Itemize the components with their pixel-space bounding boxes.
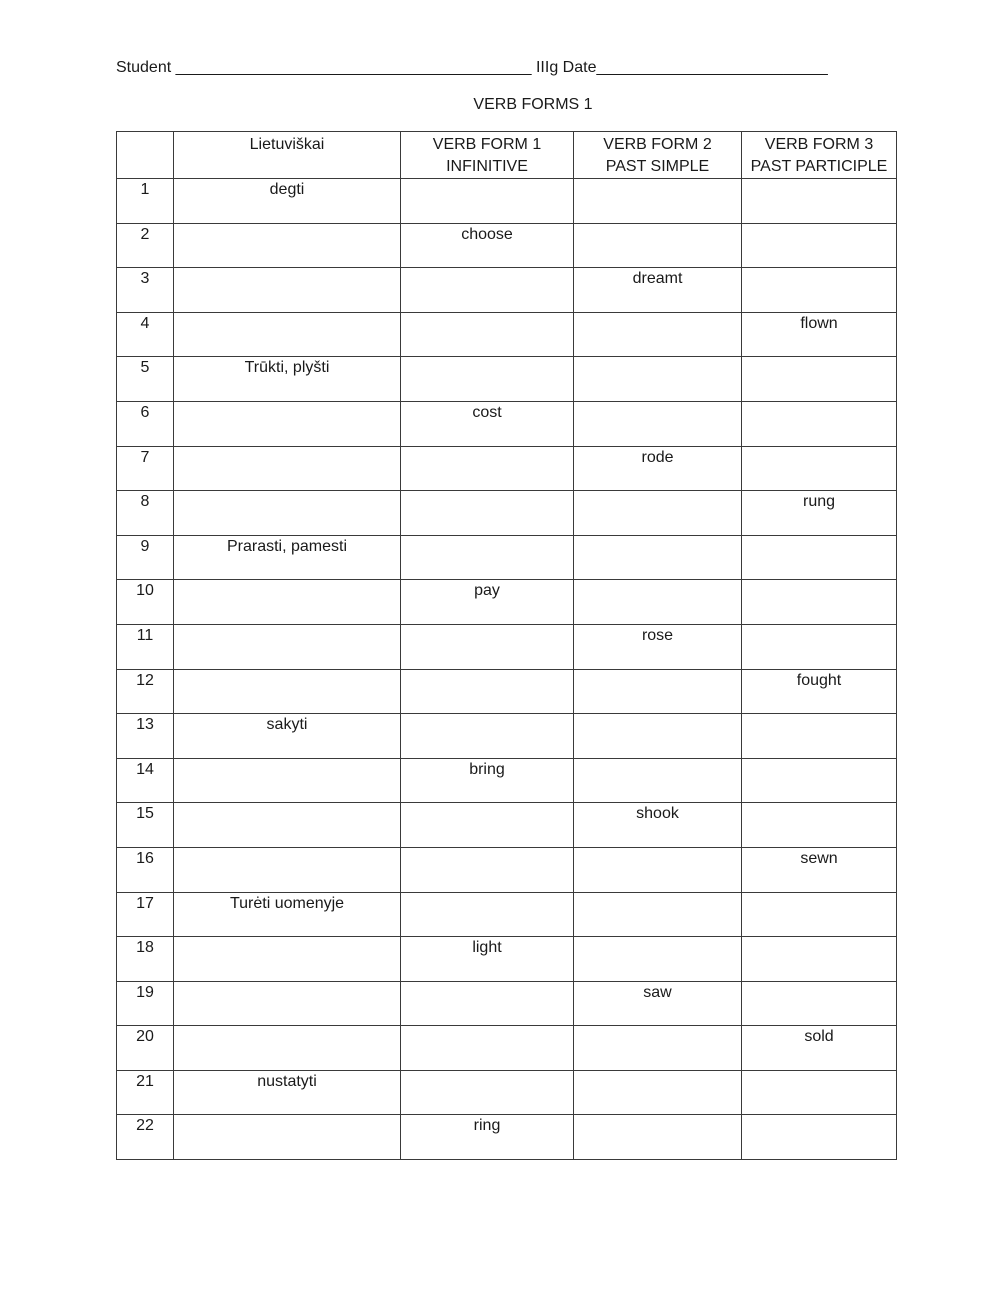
lithuanian-cell[interactable]: nustatyti <box>174 1070 401 1115</box>
table-row <box>117 714 897 759</box>
past-simple-cell[interactable] <box>574 223 742 268</box>
header-lithuanian-label: Lietuviškai <box>249 136 325 153</box>
lithuanian-cell[interactable] <box>174 669 401 714</box>
lithuanian-cell[interactable] <box>174 981 401 1026</box>
table-row <box>117 1115 897 1160</box>
worksheet-title: VERB FORMS 1 <box>473 96 593 113</box>
lithuanian-cell[interactable] <box>174 803 401 848</box>
past-participle-cell[interactable] <box>742 758 897 803</box>
table-row <box>117 669 897 714</box>
row-number: 8 <box>117 491 174 536</box>
row-number: 21 <box>117 1070 174 1115</box>
infinitive-cell[interactable] <box>401 1070 574 1115</box>
past-simple-cell[interactable] <box>574 669 742 714</box>
table-row <box>117 268 897 313</box>
past-participle-cell[interactable] <box>742 1115 897 1160</box>
lithuanian-cell[interactable] <box>174 758 401 803</box>
past-participle-cell[interactable] <box>742 179 897 224</box>
past-participle-cell[interactable]: sold <box>742 1026 897 1071</box>
past-participle-cell[interactable] <box>742 624 897 669</box>
table-row <box>117 179 897 224</box>
infinitive-cell[interactable] <box>401 714 574 759</box>
table-row <box>117 223 897 268</box>
row-number: 13 <box>117 714 174 759</box>
infinitive-cell[interactable] <box>401 312 574 357</box>
past-participle-cell[interactable] <box>742 714 897 759</box>
past-simple-cell[interactable] <box>574 580 742 625</box>
past-simple-cell[interactable] <box>574 714 742 759</box>
past-participle-cell[interactable] <box>742 446 897 491</box>
verb-forms-table <box>116 131 897 1160</box>
row-number: 19 <box>117 981 174 1026</box>
lithuanian-cell[interactable] <box>174 223 401 268</box>
table-row <box>117 401 897 446</box>
infinitive-cell[interactable] <box>401 268 574 313</box>
infinitive-cell[interactable]: pay <box>401 580 574 625</box>
lithuanian-cell[interactable] <box>174 268 401 313</box>
table-row <box>117 803 897 848</box>
past-simple-cell[interactable] <box>574 1115 742 1160</box>
lithuanian-cell[interactable]: Trūkti, plyšti <box>174 357 401 402</box>
past-simple-cell[interactable] <box>574 892 742 937</box>
past-participle-cell[interactable] <box>742 223 897 268</box>
header-number <box>117 132 174 179</box>
lithuanian-cell[interactable] <box>174 401 401 446</box>
infinitive-cell[interactable] <box>401 535 574 580</box>
infinitive-cell[interactable] <box>401 491 574 536</box>
past-participle-cell[interactable] <box>742 357 897 402</box>
past-simple-cell[interactable] <box>574 847 742 892</box>
infinitive-cell[interactable] <box>401 981 574 1026</box>
past-simple-cell[interactable] <box>574 312 742 357</box>
lithuanian-cell[interactable] <box>174 624 401 669</box>
infinitive-cell[interactable] <box>401 624 574 669</box>
header-verb-form-1-subtitle: INFINITIVE <box>446 158 528 175</box>
past-simple-cell[interactable] <box>574 937 742 982</box>
infinitive-cell[interactable] <box>401 179 574 224</box>
table-row <box>117 624 897 669</box>
lithuanian-cell[interactable] <box>174 312 401 357</box>
past-participle-cell[interactable] <box>742 1070 897 1115</box>
row-number: 5 <box>117 357 174 402</box>
infinitive-cell[interactable] <box>401 1026 574 1071</box>
row-number: 4 <box>117 312 174 357</box>
infinitive-cell[interactable]: ring <box>401 1115 574 1160</box>
row-number: 22 <box>117 1115 174 1160</box>
past-participle-cell[interactable] <box>742 580 897 625</box>
past-participle-cell[interactable] <box>742 892 897 937</box>
row-number: 14 <box>117 758 174 803</box>
lithuanian-cell[interactable] <box>174 937 401 982</box>
row-number: 1 <box>117 179 174 224</box>
infinitive-cell[interactable] <box>401 446 574 491</box>
past-participle-cell[interactable]: fought <box>742 669 897 714</box>
row-number: 16 <box>117 847 174 892</box>
past-simple-cell[interactable] <box>574 1026 742 1071</box>
row-number: 11 <box>117 624 174 669</box>
row-number: 18 <box>117 937 174 982</box>
past-participle-cell[interactable] <box>742 937 897 982</box>
past-participle-cell[interactable] <box>742 981 897 1026</box>
row-number: 10 <box>117 580 174 625</box>
table-row <box>117 937 897 982</box>
table-row <box>117 1026 897 1071</box>
table-header-row <box>117 132 897 179</box>
past-simple-cell[interactable] <box>574 179 742 224</box>
past-simple-cell[interactable] <box>574 1070 742 1115</box>
lithuanian-cell[interactable] <box>174 491 401 536</box>
past-simple-cell[interactable]: dreamt <box>574 268 742 313</box>
infinitive-cell[interactable] <box>401 357 574 402</box>
lithuanian-cell[interactable] <box>174 1026 401 1071</box>
past-simple-cell[interactable]: rode <box>574 446 742 491</box>
table-row <box>117 312 897 357</box>
lithuanian-cell[interactable] <box>174 580 401 625</box>
row-number: 2 <box>117 223 174 268</box>
infinitive-cell[interactable] <box>401 669 574 714</box>
row-number: 15 <box>117 803 174 848</box>
header-verb-form-3-title: VERB FORM 3 <box>764 136 874 153</box>
infinitive-cell[interactable] <box>401 803 574 848</box>
header-verb-form-3 <box>742 132 897 179</box>
lithuanian-cell[interactable] <box>174 1115 401 1160</box>
past-participle-cell[interactable]: flown <box>742 312 897 357</box>
header-lithuanian <box>174 132 401 179</box>
past-simple-cell[interactable]: shook <box>574 803 742 848</box>
table-row <box>117 535 897 580</box>
infinitive-cell[interactable] <box>401 847 574 892</box>
past-simple-cell[interactable] <box>574 491 742 536</box>
row-number: 12 <box>117 669 174 714</box>
infinitive-cell[interactable]: cost <box>401 401 574 446</box>
header-verb-form-2-subtitle: PAST SIMPLE <box>605 158 710 175</box>
table-row <box>117 758 897 803</box>
lithuanian-cell[interactable] <box>174 446 401 491</box>
row-number: 6 <box>117 401 174 446</box>
past-simple-cell[interactable] <box>574 535 742 580</box>
lithuanian-cell[interactable]: sakyti <box>174 714 401 759</box>
row-number: 20 <box>117 1026 174 1071</box>
past-simple-cell[interactable] <box>574 401 742 446</box>
table-row <box>117 981 897 1026</box>
lithuanian-cell[interactable]: Prarasti, pamesti <box>174 535 401 580</box>
table-row <box>117 446 897 491</box>
header-verb-form-1 <box>401 132 574 179</box>
infinitive-cell[interactable]: light <box>401 937 574 982</box>
row-number: 9 <box>117 535 174 580</box>
table-row <box>117 1070 897 1115</box>
table-row <box>117 580 897 625</box>
past-simple-cell[interactable] <box>574 357 742 402</box>
past-simple-cell[interactable] <box>574 758 742 803</box>
infinitive-cell[interactable]: choose <box>401 223 574 268</box>
header-verb-form-2-title: VERB FORM 2 <box>603 136 712 153</box>
header-verb-form-1-title: VERB FORM 1 <box>432 136 542 153</box>
table-row <box>117 892 897 937</box>
row-number: 3 <box>117 268 174 313</box>
past-participle-cell[interactable]: rung <box>742 491 897 536</box>
table-row <box>117 491 897 536</box>
past-simple-cell[interactable]: saw <box>574 981 742 1026</box>
header-verb-form-3-subtitle: PAST PARTICIPLE <box>750 158 888 175</box>
infinitive-cell[interactable] <box>401 892 574 937</box>
table-row <box>117 357 897 402</box>
lithuanian-cell[interactable] <box>174 847 401 892</box>
past-participle-cell[interactable] <box>742 268 897 313</box>
row-number: 7 <box>117 446 174 491</box>
infinitive-cell[interactable]: bring <box>401 758 574 803</box>
student-date-line: Student ________________________________________ IIIg Date__________________________ <box>116 59 828 76</box>
header-verb-form-2 <box>574 132 742 179</box>
row-number: 17 <box>117 892 174 937</box>
lithuanian-cell[interactable]: Turėti uomenyje <box>174 892 401 937</box>
lithuanian-cell[interactable]: degti <box>174 179 401 224</box>
past-participle-cell[interactable] <box>742 401 897 446</box>
past-participle-cell[interactable]: sewn <box>742 847 897 892</box>
past-participle-cell[interactable] <box>742 803 897 848</box>
past-participle-cell[interactable] <box>742 535 897 580</box>
past-simple-cell[interactable]: rose <box>574 624 742 669</box>
table-row <box>117 847 897 892</box>
